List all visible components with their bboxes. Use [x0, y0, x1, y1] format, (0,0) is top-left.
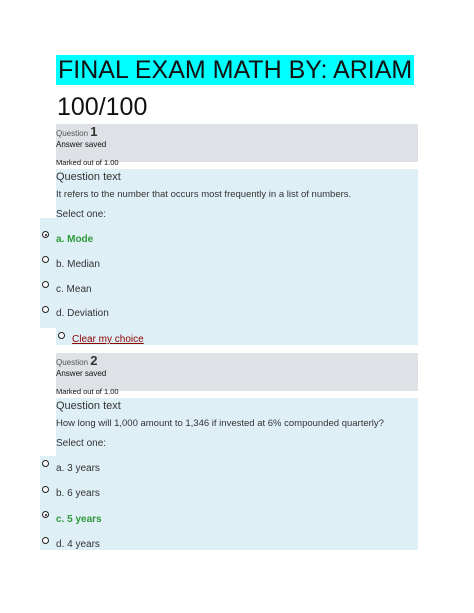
question-number: 1 — [90, 124, 98, 139]
question-state: Answer saved — [56, 140, 107, 149]
question-text: It refers to the number that occurs most frequently in a list of numbers. — [56, 189, 352, 200]
select-one-label: Select one: — [56, 209, 107, 220]
question-1-info — [56, 124, 418, 167]
question-1-content — [56, 169, 418, 345]
option-a[interactable]: a. Mode — [56, 234, 94, 245]
question-label: Question — [56, 129, 89, 138]
question-label: Question — [56, 358, 89, 367]
radio-a[interactable] — [42, 460, 49, 467]
clear-choice-radio[interactable] — [58, 332, 65, 339]
question-state: Answer saved — [56, 369, 107, 378]
option-c[interactable]: c. 5 years — [56, 514, 102, 525]
option-a[interactable]: a. 3 years — [56, 463, 100, 474]
question-text: How long will 1,000 amount to 1,346 if invested at 6% compounded quarterly? — [56, 418, 384, 429]
radio-c[interactable] — [42, 281, 49, 288]
question-1-header — [56, 126, 418, 140]
radio-d[interactable] — [42, 537, 49, 544]
option-d[interactable]: d. Deviation — [56, 308, 109, 319]
radio-strip — [40, 456, 56, 550]
option-d[interactable]: d. 4 years — [56, 539, 100, 550]
radio-c[interactable] — [42, 511, 49, 518]
exam-title: FINAL EXAM MATH BY: ARIAM — [58, 56, 413, 84]
radio-a[interactable] — [42, 231, 49, 238]
question-text-label: Question text — [56, 400, 121, 412]
option-b[interactable]: b. Median — [56, 259, 100, 270]
question-number: 2 — [90, 353, 98, 368]
clear-choice-link[interactable]: Clear my choice — [72, 334, 144, 345]
question-text-label: Question text — [56, 171, 121, 183]
question-2-content — [56, 398, 418, 550]
option-c[interactable]: c. Mean — [56, 284, 92, 295]
radio-d[interactable] — [42, 306, 49, 313]
select-one-label: Select one: — [56, 438, 107, 449]
radio-b[interactable] — [42, 256, 49, 263]
question-marked: Marked out of 1.00 — [56, 158, 119, 167]
option-b[interactable]: b. 6 years — [56, 488, 100, 499]
question-2-info — [56, 353, 418, 396]
exam-score: 100/100 — [57, 93, 148, 121]
question-2-header — [56, 355, 418, 369]
radio-b[interactable] — [42, 486, 49, 493]
question-marked: Marked out of 1.00 — [56, 387, 119, 396]
